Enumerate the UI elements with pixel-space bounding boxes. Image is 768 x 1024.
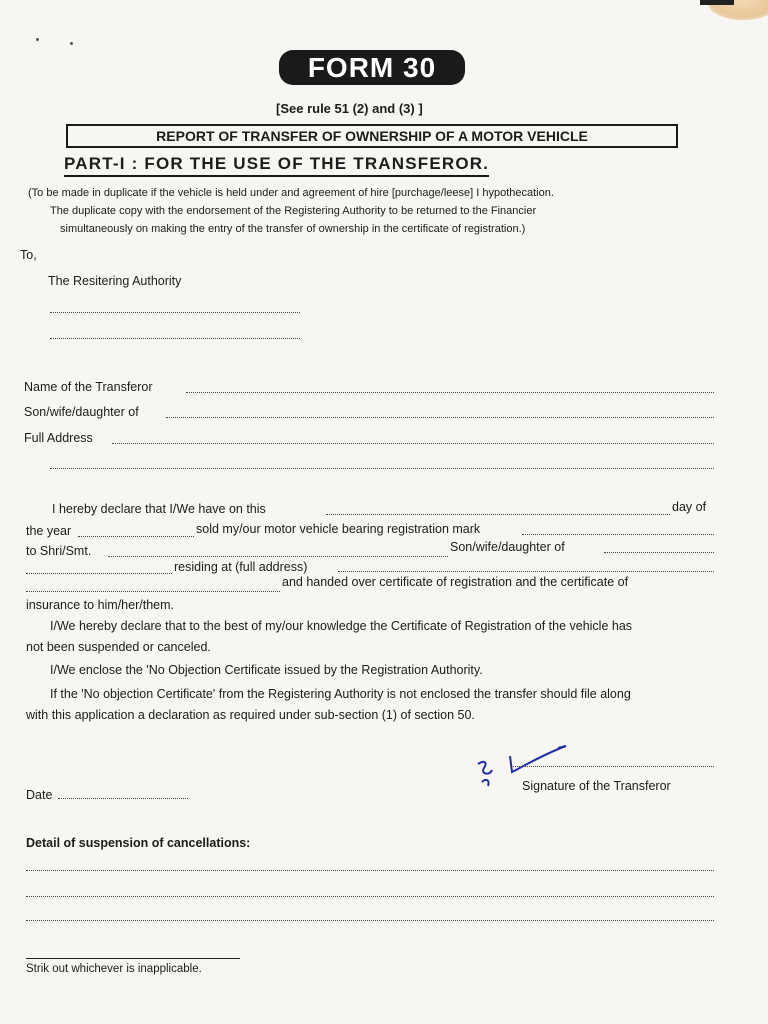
decl-text: with this application a declaration as required under sub-section (1) of section 50. <box>26 708 475 722</box>
date-field[interactable] <box>58 798 188 799</box>
transferee-address-cont[interactable] <box>26 591 280 592</box>
registration-mark-field[interactable] <box>522 534 714 535</box>
speck <box>70 42 73 45</box>
decl-text: Son/wife/daughter of <box>450 540 565 554</box>
signature-line[interactable] <box>510 766 714 767</box>
transferee-relation-field[interactable] <box>604 552 714 553</box>
suspension-line-1[interactable] <box>26 870 714 871</box>
addressee-to: To, <box>20 248 37 262</box>
transferee-relation-cont[interactable] <box>26 573 172 574</box>
day-field[interactable] <box>326 514 670 515</box>
speck <box>36 38 39 41</box>
relation-label: Son/wife/daughter of <box>24 405 139 419</box>
decl-text: I/We hereby declare that to the best of my/our knowledge the Certificate of Registration of the vehicle has <box>50 619 633 633</box>
decl-text: I hereby declare that I/We have on this <box>52 502 266 516</box>
authority-line-1[interactable] <box>50 312 300 313</box>
instruction-line-2: The duplicate copy with the endorsement of the Registering Authority to be returned to the Financier <box>50 205 537 217</box>
transferee-address-field[interactable] <box>338 571 714 572</box>
footer-divider <box>26 958 240 959</box>
relation-field[interactable] <box>166 417 714 418</box>
address-label: Full Address <box>24 431 93 445</box>
date-label: Date <box>26 788 53 802</box>
authority-line-2[interactable] <box>50 338 300 339</box>
authority-name: The Resitering Authority <box>48 274 182 288</box>
edge-mark <box>700 0 734 5</box>
report-title: REPORT OF TRANSFER OF OWNERSHIP OF A MOTOR VEHICLE <box>66 124 678 148</box>
transferor-name-label: Name of the Transferor <box>24 380 153 394</box>
decl-text: sold my/our motor vehicle bearing registration mark <box>196 522 481 536</box>
instruction-line-1: (To be made in duplicate if the vehicle is held under and agreement of hire [purchage/leese] I hypothecation. <box>28 187 554 199</box>
address-field-1[interactable] <box>112 443 714 444</box>
decl-text: to Shri/Smt. <box>26 544 92 558</box>
decl-text: I/We enclose the 'No Objection Certificate issued by the Registration Authority. <box>50 663 483 677</box>
form-number-badge: FORM 30 <box>279 50 465 85</box>
decl-text: If the 'No objection Certificate' from the Registering Authority is not enclosed the transfer should file along <box>50 687 631 701</box>
decl-text: not been suspended or canceled. <box>26 640 211 654</box>
decl-text: the year <box>26 524 72 538</box>
year-field[interactable] <box>78 536 194 537</box>
rule-reference: [See rule 51 (2) and (3) ] <box>276 101 423 116</box>
suspension-heading: Detail of suspension of cancellations: <box>26 836 251 850</box>
instruction-line-3: simultaneously on making the entry of the transfer of ownership in the certificate of registration.) <box>60 223 526 235</box>
signature-label: Signature of the Transferor <box>522 779 671 793</box>
address-field-2[interactable] <box>50 468 714 469</box>
decl-text: day of <box>672 500 707 514</box>
decl-text: insurance to him/her/them. <box>26 598 174 612</box>
decl-text: and handed over certificate of registration and the certificate of <box>282 575 629 589</box>
decl-text: residing at (full address) <box>174 560 308 574</box>
suspension-line-2[interactable] <box>26 896 714 897</box>
transferee-name-field[interactable] <box>108 556 448 557</box>
transferor-name-field[interactable] <box>186 392 714 393</box>
suspension-line-3[interactable] <box>26 920 714 921</box>
footer-note: Strik out whichever is inapplicable. <box>26 963 202 975</box>
part-title: PART-I : FOR THE USE OF THE TRANSFEROR. <box>64 154 489 177</box>
